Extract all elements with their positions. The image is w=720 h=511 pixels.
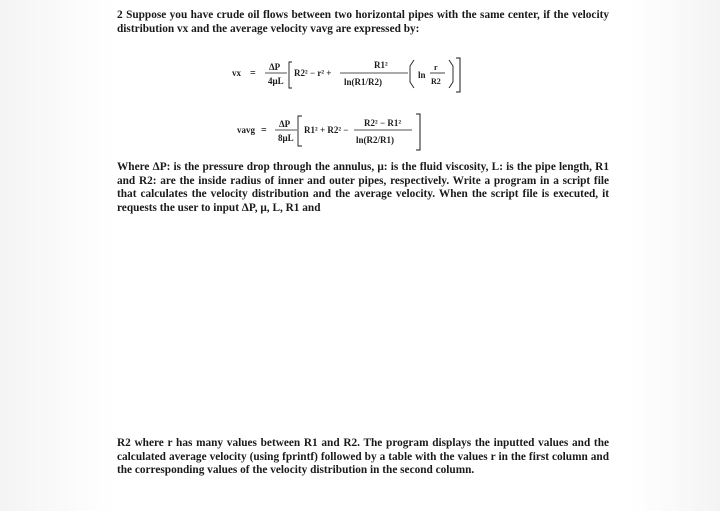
eq2-term-a: R1² + R2² − [304,125,349,135]
eq1-term-a: R2² − r² + [294,68,332,78]
eq1-frac-den: ln(R1/R2) [344,77,382,87]
eq1-coef-num: ΔP [269,62,281,72]
eq1-log-fn: ln [418,70,426,80]
equations [0,0,720,160]
eq1-frac-num: R1² [374,60,388,70]
svg-text:=: = [250,68,256,79]
equation-2 [237,114,420,150]
svg-text:=: = [261,125,267,136]
eq1-log-den: R2 [431,77,441,86]
equation-1 [232,58,460,92]
eq2-coef-den: 8μL [278,133,294,143]
footer-paragraph: R2 where r has many values between R1 and R2. The program displays the inputted values and the calculated average velocity (using fprintf) followed by a table with the values r in the first column and the corresponding values of the velocity distribution in the second column. [117,437,609,477]
intro-text: Suppose you have crude oil flows between two horizontal pipes with the same center, if the velocity distribution vx and the average velocity vavg are expressed by: [117,9,609,35]
eq1-lhs: vx [232,68,241,78]
eq2-coef-num: ΔP [279,119,291,129]
question-number: 2 [117,9,123,21]
eq1-coef-den: 4μL [268,76,284,86]
eq2-lhs: vavg [237,125,255,135]
body-paragraph: Where ΔP: is the pressure drop through the annulus, μ: is the fluid viscosity, L: is the pipe length, R1 and R2: are the inside radius of inner and outer pipes, respectively. Write a program in a script file that calculates the velocity distribution and the average velocity. When the script file is executed, it requests the user to input ΔP, μ, L, R1 and [117,161,609,214]
eq1-log-num: r [434,63,438,72]
eq2-frac-den: ln(R2/R1) [356,135,394,145]
eq2-frac-num: R2² − R1² [364,118,402,128]
